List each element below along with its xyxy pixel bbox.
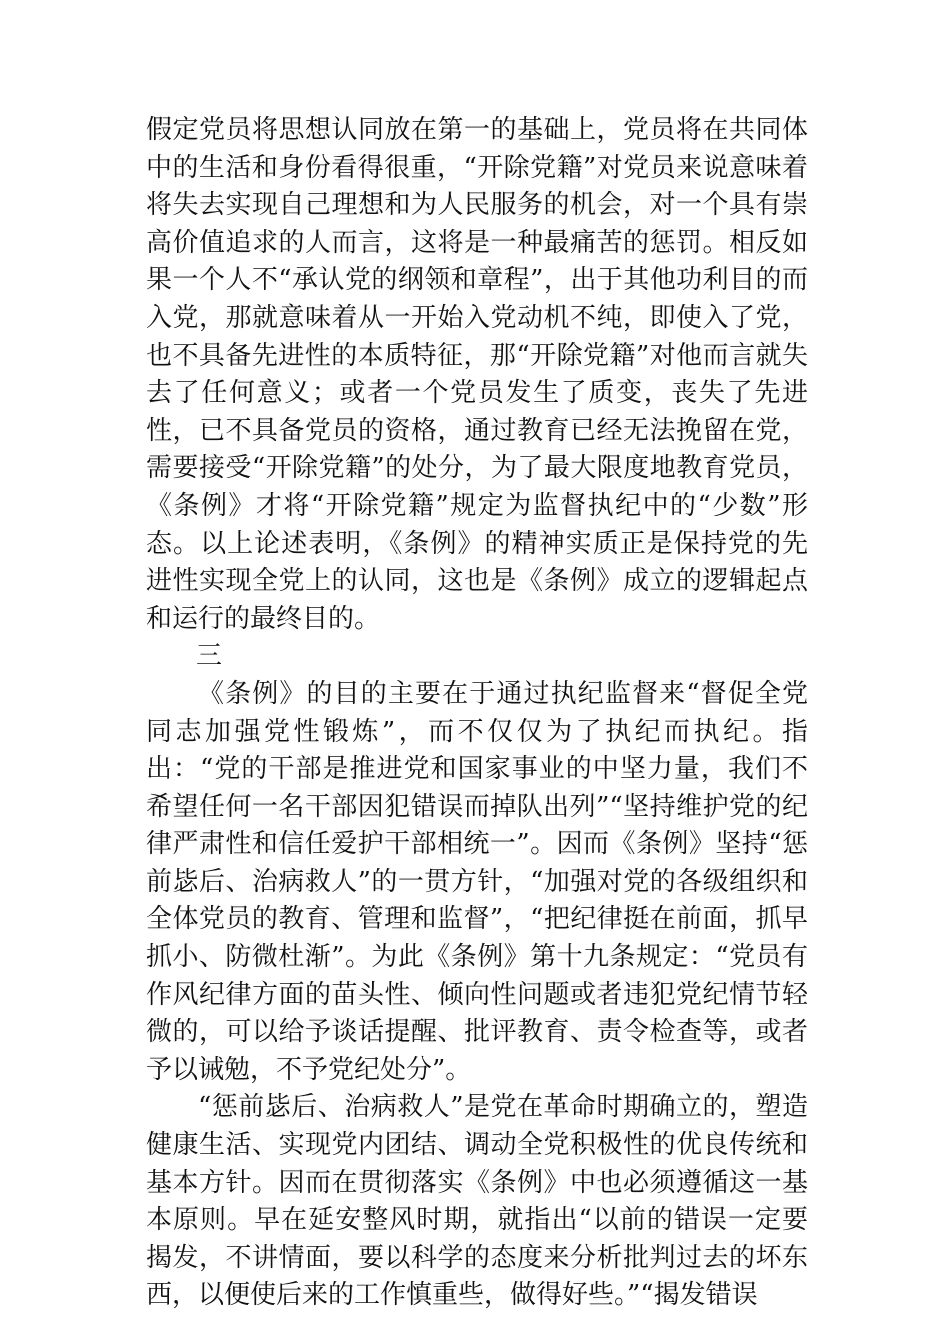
- document-body: [146, 112, 808, 1315]
- paragraph-1: 假定党员将思想认同放在第一的基础上，党员将在共同体中的生活和身份看得很重，“开除党籍”对党员来说意味着将失去实现自己理想和为人民服务的机会，对一个具有崇高价值追求的人而言，这将是一种最痛苦的惩罚。相反如果一个人不“承认党的纲领和章程”，出于其他功利目的而入党，那就意味着从一开始入党动机不纯，即使入了党，也不具备先进性的本质特征，那“开除党籍”对他而言就失去了任何意义；或者一个党员发生了质变，丧失了先进性，已不具备党员的资格，通过教育已经无法挽留在党，需要接受“开除党籍”的处分，为了最大限度地教育党员，《条例》才将“开除党籍”规定为监督执纪中的“少数”形态。以上论述表明，《条例》的精神实质正是保持党的先进性实现全党上的认同，这也是《条例》成立的逻辑起点和运行的最终目的。: [146, 115, 808, 634]
- section-heading: 三: [196, 641, 223, 672]
- paragraph-3: “惩前毖后、治病救人”是党在革命时期确立的，塑造健康生活、实现党内团结、调动全党积极性的优良传统和基本方针。因而在贯彻落实《条例》中也必须遵循这一基本原则。早在延安整风时期，就指出“以前的错误一定要揭发，不讲情面，要以科学的态度来分析批判过去的坏东西，以便使后来的工作慎重些，做得好些。”“揭发错误: [146, 1092, 808, 1311]
- paragraph-2: 《条例》的目的主要在于通过执纪监督来“督促全党同志加强党性锻炼”，而不仅仅为了执纪而执纪。指出：“党的干部是推进党和国家事业的中坚力量，我们不希望任何一名干部因犯错误而掉队出列”“坚持维护党的纪律严肃性和信任爱护干部相统一”。因而《条例》坚持“惩前毖后、治病救人”的一贯方针，“加强对党的各级组织和全体党员的教育、管理和监督”，“把纪律挺在前面，抓早抓小、防微杜渐”。为此《条例》第十九条规定：“党员有作风纪律方面的苗头性、倾向性问题或者违犯党纪情节轻微的，可以给予谈话提醒、批评教育、责令检查等，或者予以诫勉，不予党纪处分”。: [146, 678, 808, 1085]
